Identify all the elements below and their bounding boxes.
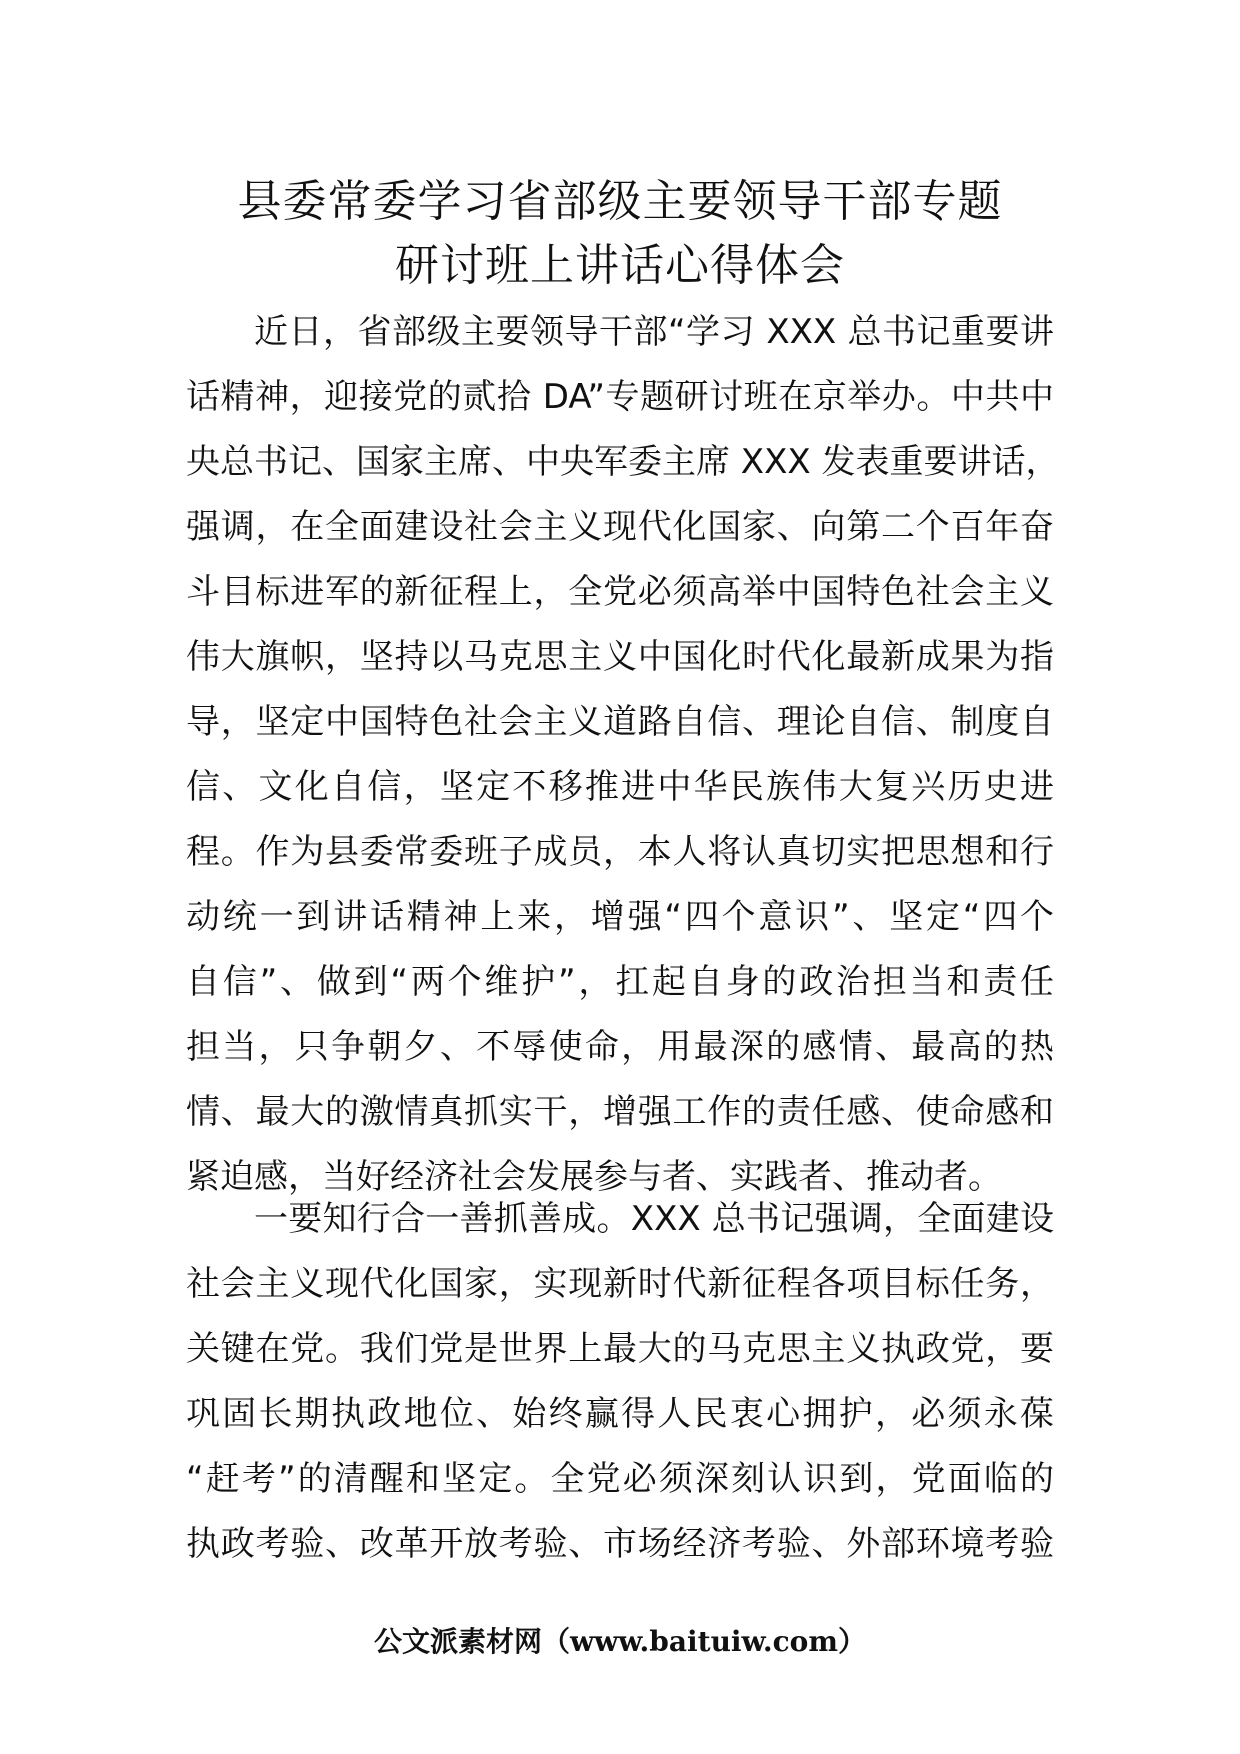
paragraph-line: 导，坚定中国特色社会主义道路自信、理论自信、制度自 — [186, 702, 1054, 742]
paragraph-line: 信、文化自信，坚定不移推进中华民族伟大复兴历史进 — [186, 767, 1054, 807]
paragraph-line: 央总书记、国家主席、中央军委主席 XXX 发表重要讲话， — [186, 442, 1060, 482]
paragraph-line: 情、最大的激情真抓实干，增强工作的责任感、使命感和 — [186, 1092, 1054, 1132]
paragraph-line: 动统一到讲话精神上来，增强“四个意识”、坚定“四个 — [186, 897, 1054, 937]
document-title-line-1: 县委常委学习省部级主要领导干部专题 — [237, 176, 1003, 227]
paragraph-line: 自信”、做到“两个维护”，扛起自身的政治担当和责任 — [186, 962, 1054, 1002]
paragraph-line: 巩固长期执政地位、始终赢得人民衷心拥护，必须永葆 — [186, 1394, 1054, 1434]
paragraph-line: 强调，在全面建设社会主义现代化国家、向第二个百年奋 — [186, 507, 1054, 547]
paragraph-line: 话精神，迎接党的贰拾 DA”专题研讨班在京举办。中共中 — [186, 377, 1054, 417]
footer-watermark: 公文派素材网（www.baituiw.com） — [374, 1625, 866, 1658]
paragraph-line: 程。作为县委常委班子成员，本人将认真切实把思想和行 — [186, 832, 1054, 872]
document-title-line-2: 研讨班上讲话心得体会 — [395, 240, 845, 291]
paragraph-line: 伟大旗帜，坚持以马克思主义中国化时代化最新成果为指 — [186, 637, 1054, 677]
paragraph-line: 近日，省部级主要领导干部“学习 XXX 总书记重要讲 — [254, 312, 1054, 352]
paragraph-line: 担当，只争朝夕、不辱使命，用最深的感情、最高的热 — [186, 1027, 1054, 1067]
paragraph-line: 斗目标进军的新征程上，全党必须高举中国特色社会主义 — [186, 572, 1054, 612]
paragraph-line: “赶考”的清醒和坚定。全党必须深刻认识到，党面临的 — [186, 1459, 1054, 1499]
paragraph-2 — [186, 1187, 1054, 1577]
paragraph-line: 社会主义现代化国家，实现新时代新征程各项目标任务， — [186, 1264, 1054, 1304]
paragraph-line: 一要知行合一善抓善成。XXX 总书记强调，全面建设 — [254, 1199, 1054, 1239]
paragraph-line: 紧迫感，当好经济社会发展参与者、实践者、推动者。 — [186, 1157, 1002, 1197]
paragraph-1 — [186, 300, 1060, 1210]
paragraph-line: 执政考验、改革开放考验、市场经济考验、外部环境考验 — [186, 1524, 1054, 1564]
paragraph-line: 关键在党。我们党是世界上最大的马克思主义执政党，要 — [186, 1329, 1054, 1369]
